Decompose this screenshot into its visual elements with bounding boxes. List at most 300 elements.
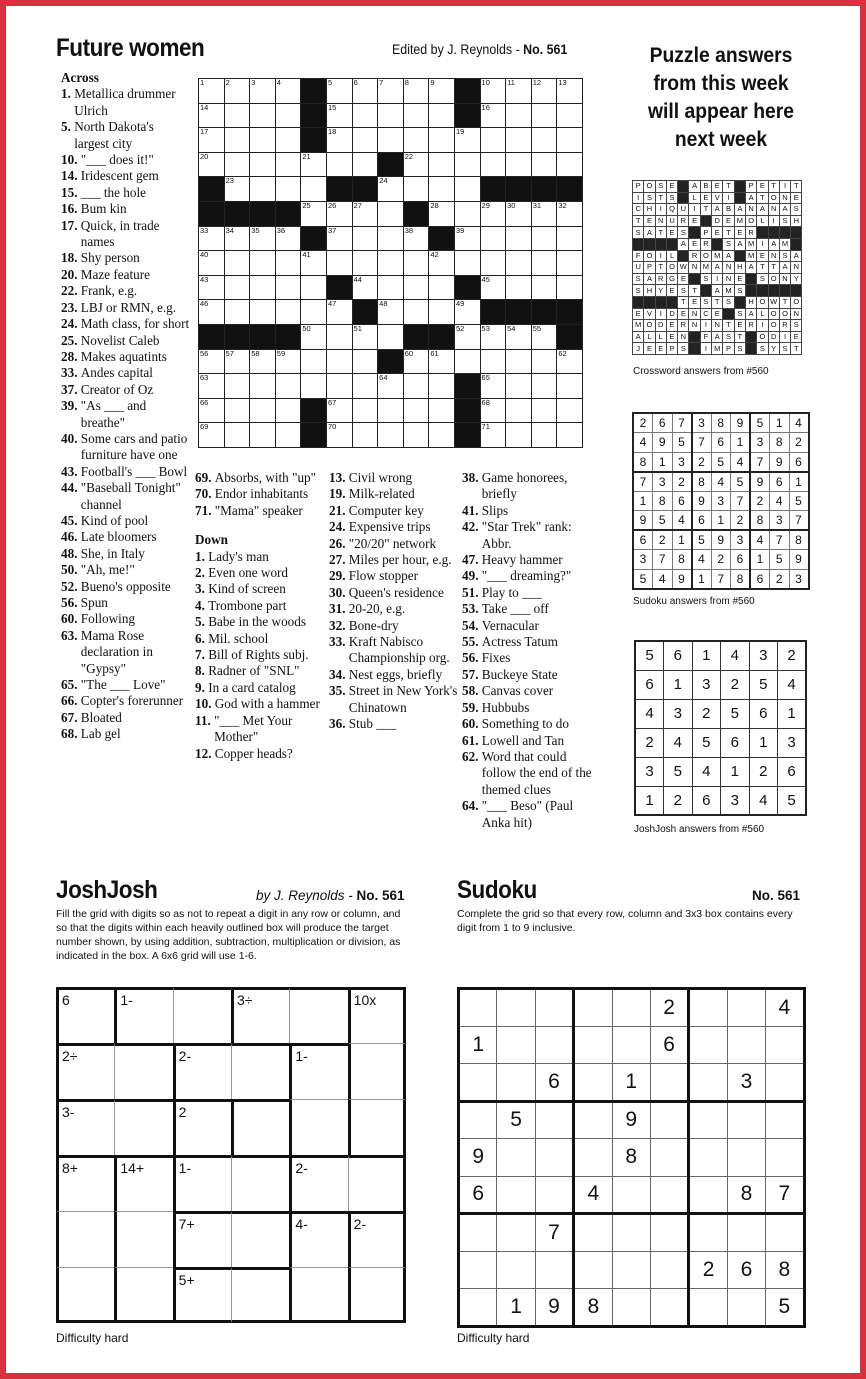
sudoku-cell[interactable] xyxy=(689,1214,727,1252)
sudoku-cell[interactable] xyxy=(650,1176,688,1214)
sudoku-cell[interactable] xyxy=(650,1064,688,1102)
crossword-cell[interactable] xyxy=(429,423,455,448)
crossword-cell[interactable] xyxy=(250,374,276,399)
crossword-cell[interactable] xyxy=(454,201,480,226)
sudoku-cell[interactable] xyxy=(612,1176,650,1214)
joshjosh-cell[interactable] xyxy=(56,1043,114,1099)
crossword-cell[interactable] xyxy=(352,349,378,374)
crossword-cell[interactable] xyxy=(326,128,352,153)
joshjosh-cell[interactable] xyxy=(348,1211,406,1267)
sudoku-cell[interactable]: 1 xyxy=(497,1289,535,1327)
sudoku-cell[interactable] xyxy=(727,1101,765,1139)
crossword-cell[interactable] xyxy=(250,226,276,251)
crossword-cell[interactable] xyxy=(326,324,352,349)
crossword-cell[interactable] xyxy=(199,251,225,276)
crossword-cell[interactable] xyxy=(224,177,250,202)
joshjosh-cell[interactable] xyxy=(173,1099,231,1155)
crossword-cell[interactable] xyxy=(275,423,301,448)
crossword-cell[interactable] xyxy=(326,226,352,251)
crossword-cell[interactable] xyxy=(352,275,378,300)
sudoku-cell[interactable] xyxy=(535,1139,573,1177)
sudoku-cell[interactable] xyxy=(650,1139,688,1177)
crossword-cell[interactable] xyxy=(557,275,583,300)
sudoku-cell[interactable] xyxy=(650,1289,688,1327)
sudoku-cell[interactable]: 9 xyxy=(612,1101,650,1139)
sudoku-cell[interactable] xyxy=(497,1176,535,1214)
crossword-cell[interactable] xyxy=(531,374,557,399)
crossword-cell[interactable] xyxy=(480,374,506,399)
sudoku-cell[interactable]: 4 xyxy=(574,1176,612,1214)
crossword-cell[interactable] xyxy=(199,128,225,153)
sudoku-cell[interactable]: 6 xyxy=(650,1026,688,1064)
crossword-cell[interactable] xyxy=(531,324,557,349)
crossword-cell[interactable] xyxy=(557,152,583,177)
joshjosh-cell[interactable] xyxy=(289,1155,347,1211)
crossword-cell[interactable] xyxy=(506,423,532,448)
sudoku-cell[interactable] xyxy=(766,1101,804,1139)
crossword-cell[interactable] xyxy=(224,103,250,128)
sudoku-cell[interactable] xyxy=(766,1139,804,1177)
crossword-cell[interactable] xyxy=(557,79,583,104)
crossword-cell[interactable] xyxy=(506,79,532,104)
crossword-cell[interactable] xyxy=(199,79,225,104)
crossword-cell[interactable] xyxy=(352,79,378,104)
joshjosh-cell[interactable] xyxy=(348,987,406,1043)
sudoku-cell[interactable]: 7 xyxy=(535,1214,573,1252)
sudoku-cell[interactable] xyxy=(574,1026,612,1064)
crossword-cell[interactable] xyxy=(403,103,429,128)
joshjosh-cell[interactable] xyxy=(114,1267,172,1323)
joshjosh-cell[interactable] xyxy=(173,1211,231,1267)
crossword-cell[interactable] xyxy=(506,201,532,226)
sudoku-cell[interactable] xyxy=(574,1139,612,1177)
crossword-cell[interactable] xyxy=(480,226,506,251)
crossword-cell[interactable] xyxy=(250,398,276,423)
crossword-cell[interactable] xyxy=(378,79,404,104)
sudoku-cell[interactable] xyxy=(612,1214,650,1252)
joshjosh-cell[interactable] xyxy=(231,1155,289,1211)
crossword-cell[interactable] xyxy=(480,275,506,300)
joshjosh-cell[interactable] xyxy=(289,1267,347,1323)
joshjosh-cell[interactable] xyxy=(173,987,231,1043)
sudoku-cell[interactable] xyxy=(650,1101,688,1139)
sudoku-cell[interactable] xyxy=(459,1101,497,1139)
sudoku-cell[interactable]: 8 xyxy=(766,1251,804,1289)
crossword-cell[interactable] xyxy=(557,374,583,399)
sudoku-cell[interactable] xyxy=(459,1251,497,1289)
crossword-cell[interactable] xyxy=(429,177,455,202)
crossword-cell[interactable] xyxy=(275,300,301,325)
sudoku-cell[interactable] xyxy=(689,1289,727,1327)
crossword-cell[interactable] xyxy=(275,152,301,177)
sudoku-cell[interactable] xyxy=(766,1026,804,1064)
sudoku-cell[interactable]: 1 xyxy=(459,1026,497,1064)
joshjosh-cell[interactable] xyxy=(56,1267,114,1323)
crossword-cell[interactable] xyxy=(352,103,378,128)
crossword-cell[interactable] xyxy=(250,275,276,300)
sudoku-cell[interactable] xyxy=(574,1251,612,1289)
crossword-cell[interactable] xyxy=(224,152,250,177)
crossword-cell[interactable] xyxy=(429,152,455,177)
joshjosh-cell[interactable] xyxy=(289,1211,347,1267)
crossword-cell[interactable] xyxy=(506,103,532,128)
crossword-cell[interactable] xyxy=(506,398,532,423)
crossword-cell[interactable] xyxy=(480,128,506,153)
joshjosh-cell[interactable] xyxy=(348,1043,406,1099)
crossword-cell[interactable] xyxy=(429,201,455,226)
sudoku-cell[interactable] xyxy=(727,1214,765,1252)
crossword-cell[interactable] xyxy=(454,324,480,349)
sudoku-cell[interactable]: 8 xyxy=(574,1289,612,1327)
sudoku-cell[interactable] xyxy=(612,989,650,1027)
crossword-cell[interactable] xyxy=(378,226,404,251)
sudoku-cell[interactable] xyxy=(497,1139,535,1177)
joshjosh-cell[interactable] xyxy=(114,987,172,1043)
crossword-cell[interactable] xyxy=(403,398,429,423)
crossword-cell[interactable] xyxy=(301,300,327,325)
crossword-cell[interactable] xyxy=(429,374,455,399)
crossword-cell[interactable] xyxy=(531,103,557,128)
crossword-cell[interactable] xyxy=(326,300,352,325)
crossword-cell[interactable] xyxy=(557,423,583,448)
sudoku-cell[interactable] xyxy=(497,1064,535,1102)
sudoku-cell[interactable] xyxy=(535,1026,573,1064)
crossword-cell[interactable] xyxy=(326,423,352,448)
crossword-cell[interactable] xyxy=(557,226,583,251)
crossword-cell[interactable] xyxy=(506,275,532,300)
sudoku-cell[interactable] xyxy=(459,1289,497,1327)
crossword-cell[interactable] xyxy=(250,349,276,374)
sudoku-cell[interactable] xyxy=(574,1214,612,1252)
sudoku-cell[interactable]: 2 xyxy=(650,989,688,1027)
sudoku-cell[interactable] xyxy=(689,1176,727,1214)
crossword-cell[interactable] xyxy=(557,128,583,153)
crossword-cell[interactable] xyxy=(480,251,506,276)
sudoku-cell[interactable] xyxy=(612,1026,650,1064)
joshjosh-cell[interactable] xyxy=(289,1099,347,1155)
joshjosh-cell[interactable] xyxy=(56,1155,114,1211)
joshjosh-cell[interactable] xyxy=(114,1099,172,1155)
crossword-cell[interactable] xyxy=(250,79,276,104)
crossword-cell[interactable] xyxy=(403,275,429,300)
crossword-cell[interactable] xyxy=(506,324,532,349)
crossword-cell[interactable] xyxy=(326,374,352,399)
crossword-cell[interactable] xyxy=(480,349,506,374)
crossword-cell[interactable] xyxy=(250,251,276,276)
sudoku-cell[interactable]: 6 xyxy=(459,1176,497,1214)
sudoku-cell[interactable] xyxy=(612,1289,650,1327)
joshjosh-cell[interactable] xyxy=(231,1043,289,1099)
sudoku-cell[interactable] xyxy=(535,1251,573,1289)
crossword-cell[interactable] xyxy=(378,324,404,349)
crossword-cell[interactable] xyxy=(378,374,404,399)
crossword-cell[interactable] xyxy=(224,275,250,300)
crossword-cell[interactable] xyxy=(275,374,301,399)
crossword-cell[interactable] xyxy=(454,128,480,153)
sudoku-cell[interactable] xyxy=(574,1101,612,1139)
crossword-cell[interactable] xyxy=(454,300,480,325)
crossword-cell[interactable] xyxy=(429,251,455,276)
sudoku-cell[interactable] xyxy=(535,1101,573,1139)
crossword-cell[interactable] xyxy=(378,275,404,300)
crossword-cell[interactable] xyxy=(506,349,532,374)
joshjosh-grid[interactable] xyxy=(56,987,406,1323)
sudoku-cell[interactable] xyxy=(497,1251,535,1289)
crossword-cell[interactable] xyxy=(352,226,378,251)
crossword-cell[interactable] xyxy=(199,275,225,300)
crossword-cell[interactable] xyxy=(429,300,455,325)
joshjosh-cell[interactable] xyxy=(173,1155,231,1211)
crossword-cell[interactable] xyxy=(199,398,225,423)
crossword-grid[interactable] xyxy=(198,78,583,448)
crossword-cell[interactable] xyxy=(403,128,429,153)
crossword-cell[interactable] xyxy=(429,103,455,128)
crossword-cell[interactable] xyxy=(506,374,532,399)
crossword-cell[interactable] xyxy=(378,128,404,153)
crossword-cell[interactable] xyxy=(403,226,429,251)
crossword-cell[interactable] xyxy=(480,79,506,104)
crossword-cell[interactable] xyxy=(403,423,429,448)
crossword-cell[interactable] xyxy=(531,275,557,300)
crossword-cell[interactable] xyxy=(378,177,404,202)
joshjosh-cell[interactable] xyxy=(231,987,289,1043)
crossword-cell[interactable] xyxy=(250,423,276,448)
crossword-cell[interactable] xyxy=(378,398,404,423)
crossword-cell[interactable] xyxy=(275,128,301,153)
crossword-cell[interactable] xyxy=(531,423,557,448)
sudoku-cell[interactable] xyxy=(727,1139,765,1177)
crossword-cell[interactable] xyxy=(352,251,378,276)
crossword-cell[interactable] xyxy=(275,177,301,202)
crossword-cell[interactable] xyxy=(531,398,557,423)
crossword-cell[interactable] xyxy=(199,103,225,128)
joshjosh-cell[interactable] xyxy=(289,987,347,1043)
crossword-cell[interactable] xyxy=(378,251,404,276)
crossword-cell[interactable] xyxy=(275,275,301,300)
crossword-cell[interactable] xyxy=(250,152,276,177)
crossword-cell[interactable] xyxy=(352,423,378,448)
sudoku-cell[interactable]: 9 xyxy=(535,1289,573,1327)
crossword-cell[interactable] xyxy=(454,226,480,251)
crossword-cell[interactable] xyxy=(301,177,327,202)
sudoku-cell[interactable] xyxy=(535,989,573,1027)
crossword-cell[interactable] xyxy=(557,349,583,374)
crossword-cell[interactable] xyxy=(326,152,352,177)
joshjosh-cell[interactable] xyxy=(231,1267,289,1323)
crossword-cell[interactable] xyxy=(403,349,429,374)
crossword-cell[interactable] xyxy=(224,423,250,448)
crossword-cell[interactable] xyxy=(224,251,250,276)
crossword-cell[interactable] xyxy=(480,423,506,448)
crossword-cell[interactable] xyxy=(429,398,455,423)
crossword-cell[interactable] xyxy=(506,152,532,177)
crossword-cell[interactable] xyxy=(224,349,250,374)
crossword-cell[interactable] xyxy=(326,251,352,276)
sudoku-cell[interactable] xyxy=(459,1064,497,1102)
crossword-cell[interactable] xyxy=(378,201,404,226)
sudoku-cell[interactable] xyxy=(689,1026,727,1064)
crossword-cell[interactable] xyxy=(506,226,532,251)
sudoku-cell[interactable]: 1 xyxy=(612,1064,650,1102)
crossword-cell[interactable] xyxy=(352,152,378,177)
joshjosh-cell[interactable] xyxy=(231,1211,289,1267)
crossword-cell[interactable] xyxy=(224,79,250,104)
crossword-cell[interactable] xyxy=(326,79,352,104)
crossword-cell[interactable] xyxy=(403,79,429,104)
crossword-cell[interactable] xyxy=(199,423,225,448)
sudoku-cell[interactable]: 5 xyxy=(766,1289,804,1327)
sudoku-grid[interactable] xyxy=(457,987,806,1328)
crossword-cell[interactable] xyxy=(480,103,506,128)
joshjosh-cell[interactable] xyxy=(173,1043,231,1099)
crossword-cell[interactable] xyxy=(224,398,250,423)
joshjosh-cell[interactable] xyxy=(348,1099,406,1155)
crossword-cell[interactable] xyxy=(506,251,532,276)
crossword-cell[interactable] xyxy=(224,226,250,251)
crossword-cell[interactable] xyxy=(275,79,301,104)
crossword-cell[interactable] xyxy=(352,398,378,423)
crossword-cell[interactable] xyxy=(224,300,250,325)
crossword-cell[interactable] xyxy=(301,374,327,399)
sudoku-cell[interactable] xyxy=(574,1064,612,1102)
crossword-cell[interactable] xyxy=(250,300,276,325)
crossword-cell[interactable] xyxy=(378,300,404,325)
joshjosh-cell[interactable] xyxy=(56,1211,114,1267)
crossword-cell[interactable] xyxy=(531,152,557,177)
joshjosh-cell[interactable] xyxy=(114,1211,172,1267)
sudoku-cell[interactable] xyxy=(497,1026,535,1064)
crossword-cell[interactable] xyxy=(224,374,250,399)
crossword-cell[interactable] xyxy=(250,177,276,202)
crossword-cell[interactable] xyxy=(352,201,378,226)
joshjosh-cell[interactable] xyxy=(56,987,114,1043)
sudoku-cell[interactable]: 4 xyxy=(766,989,804,1027)
crossword-cell[interactable] xyxy=(429,349,455,374)
sudoku-cell[interactable] xyxy=(766,1064,804,1102)
sudoku-cell[interactable] xyxy=(574,989,612,1027)
crossword-cell[interactable] xyxy=(301,349,327,374)
crossword-cell[interactable] xyxy=(557,103,583,128)
crossword-cell[interactable] xyxy=(224,128,250,153)
joshjosh-cell[interactable] xyxy=(173,1267,231,1323)
sudoku-cell[interactable] xyxy=(727,1026,765,1064)
crossword-cell[interactable] xyxy=(403,177,429,202)
sudoku-cell[interactable] xyxy=(535,1176,573,1214)
crossword-cell[interactable] xyxy=(531,79,557,104)
crossword-cell[interactable] xyxy=(531,201,557,226)
joshjosh-cell[interactable] xyxy=(348,1267,406,1323)
sudoku-cell[interactable] xyxy=(689,1101,727,1139)
crossword-cell[interactable] xyxy=(557,398,583,423)
crossword-cell[interactable] xyxy=(199,349,225,374)
joshjosh-cell[interactable] xyxy=(289,1043,347,1099)
sudoku-cell[interactable]: 8 xyxy=(727,1176,765,1214)
sudoku-cell[interactable] xyxy=(727,1289,765,1327)
crossword-cell[interactable] xyxy=(275,226,301,251)
sudoku-cell[interactable] xyxy=(689,989,727,1027)
sudoku-cell[interactable] xyxy=(689,1064,727,1102)
crossword-cell[interactable] xyxy=(531,251,557,276)
crossword-cell[interactable] xyxy=(301,275,327,300)
sudoku-cell[interactable] xyxy=(727,989,765,1027)
crossword-cell[interactable] xyxy=(480,152,506,177)
crossword-cell[interactable] xyxy=(403,374,429,399)
crossword-cell[interactable] xyxy=(275,398,301,423)
crossword-cell[interactable] xyxy=(531,226,557,251)
sudoku-cell[interactable] xyxy=(650,1251,688,1289)
sudoku-cell[interactable] xyxy=(497,989,535,1027)
sudoku-cell[interactable]: 3 xyxy=(727,1064,765,1102)
crossword-cell[interactable] xyxy=(326,349,352,374)
crossword-cell[interactable] xyxy=(326,103,352,128)
crossword-cell[interactable] xyxy=(378,103,404,128)
sudoku-cell[interactable]: 6 xyxy=(535,1064,573,1102)
sudoku-cell[interactable] xyxy=(459,1214,497,1252)
joshjosh-cell[interactable] xyxy=(348,1155,406,1211)
sudoku-cell[interactable]: 2 xyxy=(689,1251,727,1289)
crossword-cell[interactable] xyxy=(199,300,225,325)
crossword-cell[interactable] xyxy=(531,349,557,374)
sudoku-cell[interactable]: 6 xyxy=(727,1251,765,1289)
crossword-cell[interactable] xyxy=(454,349,480,374)
crossword-cell[interactable] xyxy=(429,275,455,300)
crossword-cell[interactable] xyxy=(275,103,301,128)
sudoku-cell[interactable]: 9 xyxy=(459,1139,497,1177)
sudoku-cell[interactable] xyxy=(766,1214,804,1252)
crossword-cell[interactable] xyxy=(480,201,506,226)
sudoku-cell[interactable]: 8 xyxy=(612,1139,650,1177)
crossword-cell[interactable] xyxy=(275,349,301,374)
joshjosh-cell[interactable] xyxy=(114,1043,172,1099)
crossword-cell[interactable] xyxy=(429,79,455,104)
crossword-cell[interactable] xyxy=(275,251,301,276)
crossword-cell[interactable] xyxy=(199,152,225,177)
crossword-cell[interactable] xyxy=(301,201,327,226)
crossword-cell[interactable] xyxy=(250,103,276,128)
crossword-cell[interactable] xyxy=(403,152,429,177)
crossword-cell[interactable] xyxy=(480,398,506,423)
crossword-cell[interactable] xyxy=(326,398,352,423)
crossword-cell[interactable] xyxy=(557,201,583,226)
crossword-cell[interactable] xyxy=(352,128,378,153)
crossword-cell[interactable] xyxy=(352,324,378,349)
crossword-cell[interactable] xyxy=(454,152,480,177)
sudoku-cell[interactable] xyxy=(650,1214,688,1252)
crossword-cell[interactable] xyxy=(557,251,583,276)
sudoku-cell[interactable] xyxy=(612,1251,650,1289)
crossword-cell[interactable] xyxy=(378,423,404,448)
sudoku-cell[interactable] xyxy=(689,1139,727,1177)
joshjosh-cell[interactable] xyxy=(114,1155,172,1211)
crossword-cell[interactable] xyxy=(301,152,327,177)
crossword-cell[interactable] xyxy=(403,300,429,325)
crossword-cell[interactable] xyxy=(480,324,506,349)
crossword-cell[interactable] xyxy=(199,374,225,399)
crossword-cell[interactable] xyxy=(429,128,455,153)
crossword-cell[interactable] xyxy=(506,128,532,153)
crossword-cell[interactable] xyxy=(301,251,327,276)
sudoku-cell[interactable] xyxy=(497,1214,535,1252)
crossword-cell[interactable] xyxy=(326,201,352,226)
crossword-cell[interactable] xyxy=(454,251,480,276)
sudoku-cell[interactable] xyxy=(459,989,497,1027)
crossword-cell[interactable] xyxy=(301,324,327,349)
joshjosh-cell[interactable] xyxy=(231,1099,289,1155)
crossword-cell[interactable] xyxy=(250,128,276,153)
crossword-cell[interactable] xyxy=(403,251,429,276)
crossword-cell[interactable] xyxy=(454,177,480,202)
sudoku-cell[interactable]: 5 xyxy=(497,1101,535,1139)
